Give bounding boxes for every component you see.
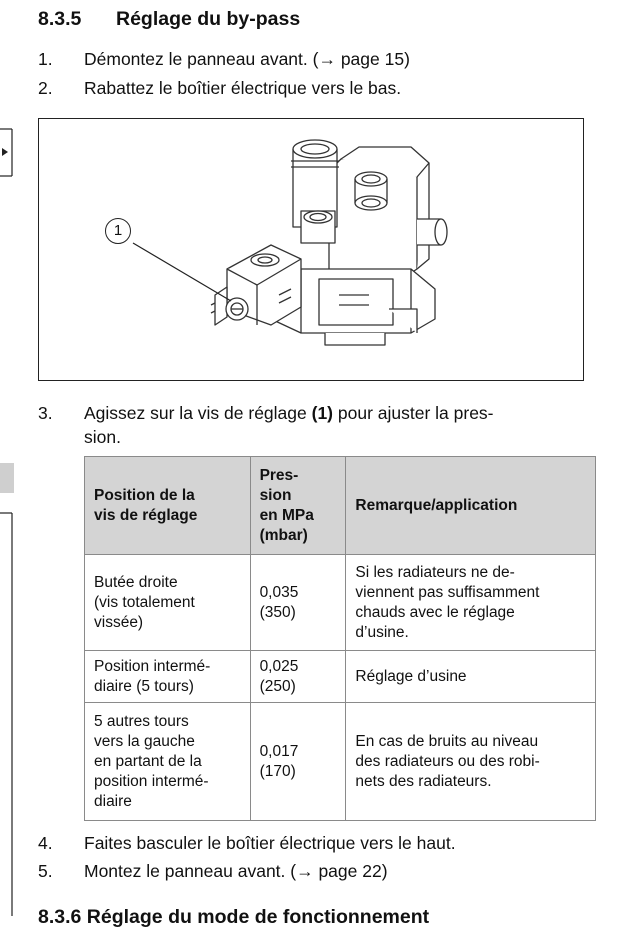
step-number: 4. [38, 833, 53, 853]
cell-position: 5 autres tours vers la gauche en partant de la position intermé- diaire [85, 703, 251, 821]
bypass-setting-table [84, 456, 596, 821]
cell-remark: Si les radiateurs ne de- viennent pas suffisamment chauds avec le réglage d’usine. [346, 555, 596, 651]
bypass-valve-illustration [39, 119, 585, 382]
cell-pressure: 0,025 (250) [250, 651, 346, 703]
step-text-part: Agissez sur la vis de réglage [84, 403, 312, 423]
step-number: 3. [38, 403, 53, 423]
cell-pressure: 0,035 (350) [250, 555, 346, 651]
margin-gray-tab [0, 463, 14, 493]
reference-label: (1) [311, 403, 334, 423]
bypass-figure [38, 118, 584, 381]
header-screw-position: Position de la vis de réglage [85, 457, 251, 555]
cell-remark: En cas de bruits au niveau des radiateurs ou des robi- nets des radiateurs. [346, 703, 596, 821]
cell-remark: Réglage d’usine [346, 651, 596, 703]
callout-1: 1 [105, 218, 131, 244]
cell-pressure: 0,017 (170) [250, 703, 346, 821]
step-text-part: pour ajuster la pres- [333, 403, 494, 423]
table-row [85, 651, 596, 703]
step-number: 5. [38, 861, 53, 881]
margin-arrow-mark [0, 128, 14, 178]
step-text: sion. [84, 427, 121, 447]
section-number: 8.3.5 [38, 8, 82, 30]
step-number: 1. [38, 49, 53, 69]
section-heading [38, 8, 300, 31]
header-pressure: Pres- sion en MPa (mbar) [250, 457, 346, 555]
margin-box-edge [0, 512, 14, 916]
table-row [85, 703, 596, 821]
step-text: Montez le panneau avant. (→ page 22) [84, 861, 388, 881]
table-row [85, 555, 596, 651]
cell-position: Position intermé- diaire (5 tours) [85, 651, 251, 703]
table-header-row [85, 457, 596, 555]
cell-position: Butée droite (vis totalement vissée) [85, 555, 251, 651]
step-text: Démontez le panneau avant. (→ page 15) [84, 49, 410, 69]
next-section-heading: 8.3.6 Réglage du mode de fonctionnement [38, 906, 430, 928]
step-text: Faites basculer le boîtier électrique vers le haut. [84, 833, 456, 853]
section-title: Réglage du by-pass [116, 8, 301, 30]
header-remark: Remarque/application [346, 457, 596, 555]
step-text: Rabattez le boîtier électrique vers le bas. [84, 78, 402, 98]
step-text [84, 402, 494, 424]
step-number: 2. [38, 78, 53, 98]
